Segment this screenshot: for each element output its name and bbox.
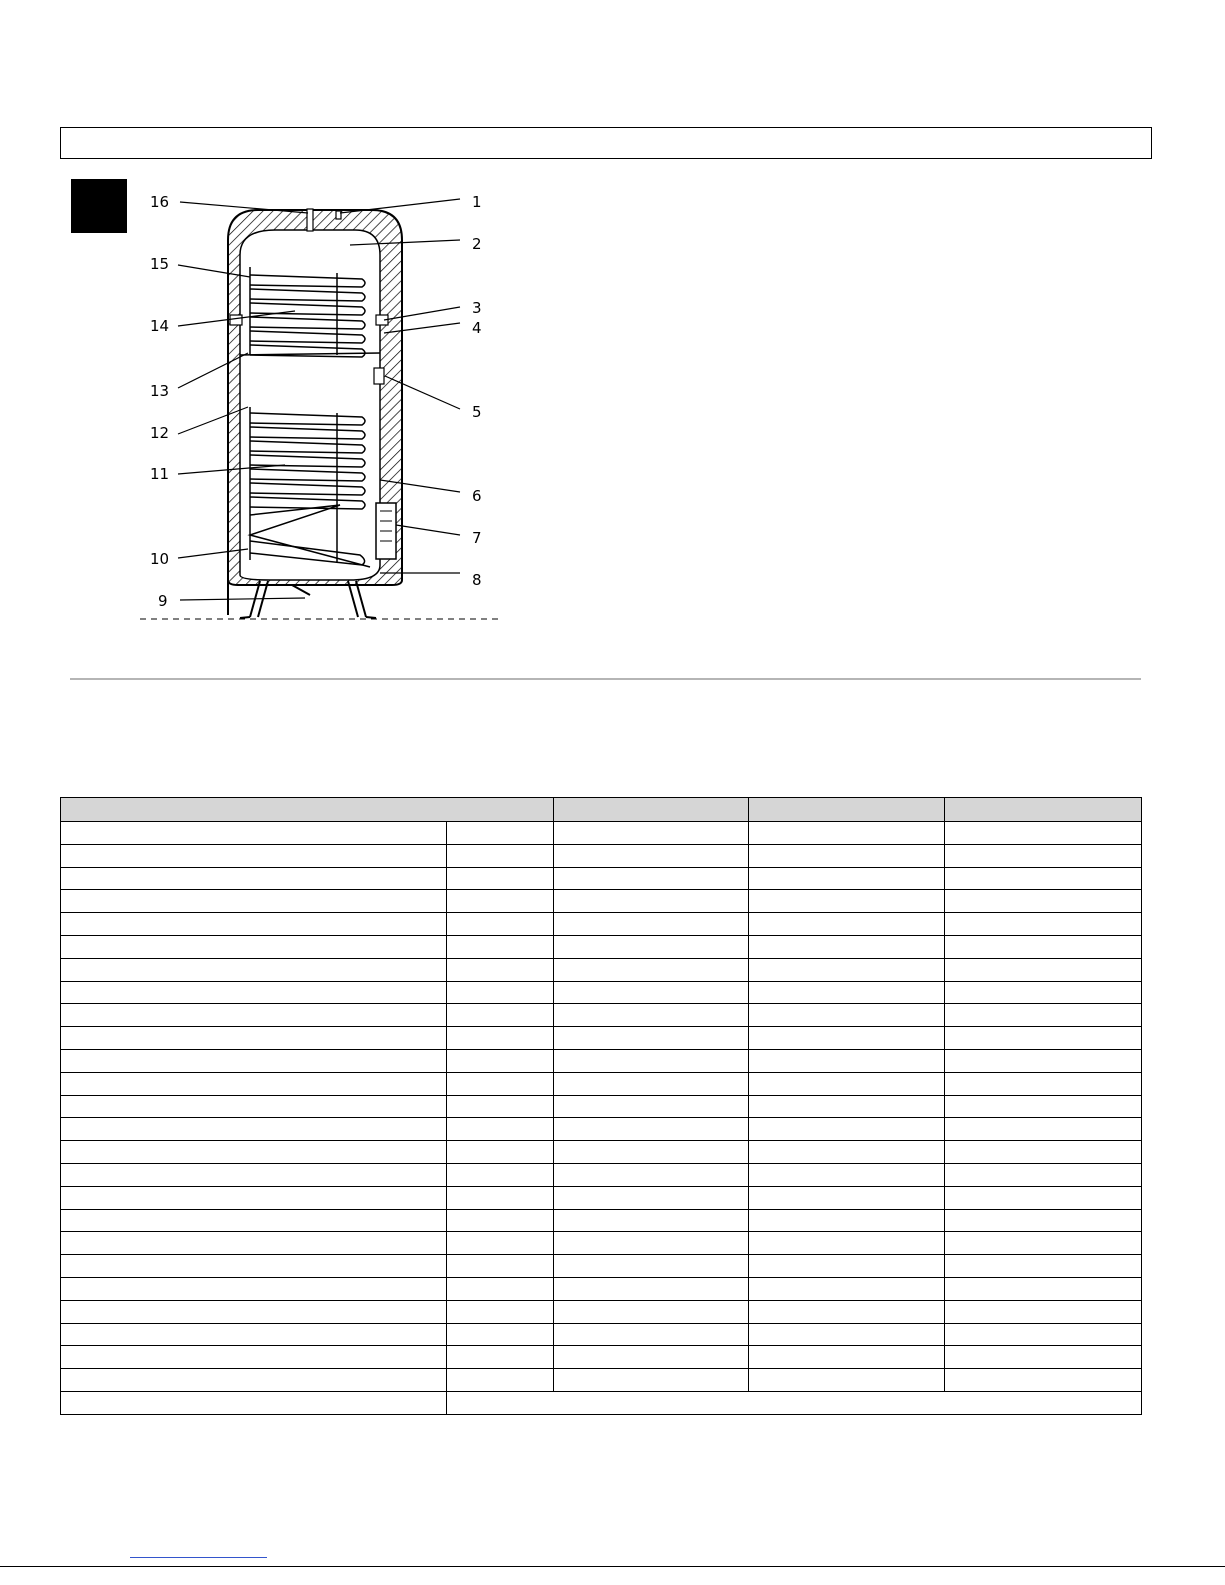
table-cell xyxy=(61,1209,447,1232)
figure-marker xyxy=(71,179,127,233)
table-row xyxy=(61,1141,1142,1164)
table-row xyxy=(61,1027,1142,1050)
callout-8: 8 xyxy=(472,571,482,589)
table-row xyxy=(61,1300,1142,1323)
table-cell xyxy=(61,1072,447,1095)
table-row xyxy=(61,1072,1142,1095)
table-cell xyxy=(554,1095,749,1118)
table-cell xyxy=(61,1255,447,1278)
table-cell xyxy=(61,1300,447,1323)
table-row xyxy=(61,1095,1142,1118)
table-cell xyxy=(554,1300,749,1323)
table-cell xyxy=(749,1255,945,1278)
summary-value-cell xyxy=(447,1391,1142,1414)
table-cell xyxy=(61,1049,447,1072)
callout-14: 14 xyxy=(150,317,170,335)
table-cell xyxy=(749,844,945,867)
table-cell xyxy=(447,913,554,936)
table-cell xyxy=(554,1323,749,1346)
table-cell xyxy=(554,1232,749,1255)
table-cell xyxy=(554,1209,749,1232)
table-cell xyxy=(554,1277,749,1300)
table-row xyxy=(61,867,1142,890)
table-cell xyxy=(749,1027,945,1050)
table-cell xyxy=(749,867,945,890)
table-cell xyxy=(749,890,945,913)
table-cell xyxy=(749,981,945,1004)
callout-7: 7 xyxy=(472,529,482,547)
table-cell xyxy=(447,1369,554,1392)
table-cell xyxy=(749,1277,945,1300)
table-cell xyxy=(945,1346,1142,1369)
table-row xyxy=(61,822,1142,845)
table-cell xyxy=(447,1323,554,1346)
table-header-cell xyxy=(61,798,554,822)
table-cell xyxy=(61,1027,447,1050)
table-cell xyxy=(447,822,554,845)
table-cell xyxy=(554,1346,749,1369)
table-cell xyxy=(447,1163,554,1186)
table-cell xyxy=(554,1027,749,1050)
page-bottom-rule xyxy=(0,1566,1225,1567)
table-cell xyxy=(554,1163,749,1186)
table-cell xyxy=(945,822,1142,845)
table-cell xyxy=(945,1209,1142,1232)
footer-link-underline xyxy=(130,1557,267,1558)
table-row xyxy=(61,1369,1142,1392)
table-cell xyxy=(749,822,945,845)
table-cell xyxy=(749,1346,945,1369)
table-header-cell xyxy=(749,798,945,822)
table-cell xyxy=(61,1163,447,1186)
table-cell xyxy=(554,1118,749,1141)
table-cell xyxy=(945,1300,1142,1323)
table-row xyxy=(61,1118,1142,1141)
table-cell xyxy=(749,958,945,981)
table-cell xyxy=(945,1141,1142,1164)
table-row xyxy=(61,1049,1142,1072)
table-cell xyxy=(447,1186,554,1209)
table-cell xyxy=(61,844,447,867)
table-cell xyxy=(447,1118,554,1141)
callout-5: 5 xyxy=(472,403,482,421)
table-cell xyxy=(945,1369,1142,1392)
table-row xyxy=(61,1186,1142,1209)
table-cell xyxy=(61,1186,447,1209)
specifications-table xyxy=(60,797,1142,1415)
table-cell xyxy=(749,1186,945,1209)
table-cell xyxy=(61,1346,447,1369)
table-cell xyxy=(554,958,749,981)
table-cell xyxy=(447,867,554,890)
table-cell xyxy=(749,1049,945,1072)
table-cell xyxy=(447,1072,554,1095)
table-cell xyxy=(945,890,1142,913)
table-cell xyxy=(447,935,554,958)
top-pipe xyxy=(307,209,313,231)
table-cell xyxy=(554,1186,749,1209)
table-cell xyxy=(749,1209,945,1232)
table-cell xyxy=(945,958,1142,981)
table-cell xyxy=(554,935,749,958)
table-cell xyxy=(945,1095,1142,1118)
table-row xyxy=(61,1004,1142,1027)
table-cell xyxy=(61,1369,447,1392)
table-cell xyxy=(749,1072,945,1095)
table-cell xyxy=(554,890,749,913)
table-cell xyxy=(945,981,1142,1004)
table-cell xyxy=(554,913,749,936)
table-cell xyxy=(554,867,749,890)
table-cell xyxy=(945,1118,1142,1141)
table-row-summary xyxy=(61,1391,1142,1414)
table-cell xyxy=(554,1369,749,1392)
table-cell xyxy=(945,1049,1142,1072)
table-cell xyxy=(447,890,554,913)
table-row xyxy=(61,890,1142,913)
table-cell xyxy=(61,1004,447,1027)
table-cell xyxy=(447,1300,554,1323)
table-cell xyxy=(749,1118,945,1141)
callout-3: 3 xyxy=(472,299,482,317)
support-legs xyxy=(240,581,376,618)
table-cell xyxy=(447,1209,554,1232)
callout-12: 12 xyxy=(150,424,170,442)
table-row xyxy=(61,913,1142,936)
table-cell xyxy=(945,1277,1142,1300)
table-cell xyxy=(61,913,447,936)
table-cell xyxy=(749,1163,945,1186)
table-cell xyxy=(61,890,447,913)
table-cell xyxy=(61,935,447,958)
upper-left-port xyxy=(230,315,242,325)
callout-15: 15 xyxy=(150,255,170,273)
table-cell xyxy=(749,1004,945,1027)
table-cell xyxy=(749,913,945,936)
table-cell xyxy=(447,1027,554,1050)
table-row xyxy=(61,1346,1142,1369)
table-cell xyxy=(554,822,749,845)
table-cell xyxy=(749,1141,945,1164)
table-cell xyxy=(749,1095,945,1118)
table-row xyxy=(61,981,1142,1004)
section-header-box xyxy=(60,127,1152,159)
callout-9: 9 xyxy=(158,592,168,610)
table-cell xyxy=(61,958,447,981)
table-cell xyxy=(447,1049,554,1072)
table-cell xyxy=(447,1255,554,1278)
inner-tank xyxy=(240,230,380,580)
table-cell xyxy=(554,1072,749,1095)
table-cell xyxy=(61,981,447,1004)
table-cell xyxy=(554,981,749,1004)
table-cell xyxy=(61,1277,447,1300)
table-row xyxy=(61,935,1142,958)
callout-11: 11 xyxy=(150,465,170,483)
table-row xyxy=(61,1209,1142,1232)
table-cell xyxy=(945,1232,1142,1255)
table-cell xyxy=(749,1323,945,1346)
table-cell xyxy=(447,1346,554,1369)
table-cell xyxy=(447,844,554,867)
table-cell xyxy=(554,844,749,867)
callout-6: 6 xyxy=(472,487,482,505)
table-cell xyxy=(554,1141,749,1164)
table-header-cell xyxy=(554,798,749,822)
table-cell xyxy=(749,1369,945,1392)
summary-label-cell xyxy=(61,1391,447,1414)
table-row xyxy=(61,844,1142,867)
table-cell xyxy=(447,1095,554,1118)
section-divider xyxy=(70,678,1141,680)
table-cell xyxy=(447,1277,554,1300)
table-cell xyxy=(61,1232,447,1255)
table-cell xyxy=(61,822,447,845)
table-cell xyxy=(749,1232,945,1255)
sensor-port xyxy=(374,368,384,384)
table-cell xyxy=(945,935,1142,958)
water-heater-cutaway-diagram xyxy=(140,185,510,625)
table-cell xyxy=(61,867,447,890)
table-header-cell xyxy=(945,798,1142,822)
table-cell xyxy=(447,1141,554,1164)
top-sensor xyxy=(336,211,341,219)
table-cell xyxy=(61,1141,447,1164)
table-row xyxy=(61,1323,1142,1346)
table-cell xyxy=(61,1118,447,1141)
table-cell xyxy=(945,913,1142,936)
table-row xyxy=(61,1277,1142,1300)
table-cell xyxy=(945,1255,1142,1278)
table-cell xyxy=(554,1255,749,1278)
table-cell xyxy=(447,958,554,981)
table-cell xyxy=(61,1323,447,1346)
table-cell xyxy=(749,1300,945,1323)
table-cell xyxy=(945,1186,1142,1209)
table-row xyxy=(61,1232,1142,1255)
table-cell xyxy=(945,1027,1142,1050)
table-cell xyxy=(554,1004,749,1027)
table-cell xyxy=(749,935,945,958)
table-cell xyxy=(447,981,554,1004)
table-row xyxy=(61,958,1142,981)
table-cell xyxy=(447,1004,554,1027)
callout-4: 4 xyxy=(472,319,482,337)
callout-2: 2 xyxy=(472,235,482,253)
table-header-row xyxy=(61,798,1142,822)
callout-16: 16 xyxy=(150,193,170,211)
table-cell xyxy=(61,1095,447,1118)
table-cell xyxy=(945,1004,1142,1027)
table-cell xyxy=(945,1072,1142,1095)
table-cell xyxy=(945,1323,1142,1346)
callout-13: 13 xyxy=(150,382,170,400)
table-cell xyxy=(945,1163,1142,1186)
table-row xyxy=(61,1255,1142,1278)
callout-10: 10 xyxy=(150,550,170,568)
callout-1: 1 xyxy=(472,193,482,211)
table-cell xyxy=(554,1049,749,1072)
table-cell xyxy=(945,867,1142,890)
table-cell xyxy=(945,844,1142,867)
table-cell xyxy=(447,1232,554,1255)
table-row xyxy=(61,1163,1142,1186)
